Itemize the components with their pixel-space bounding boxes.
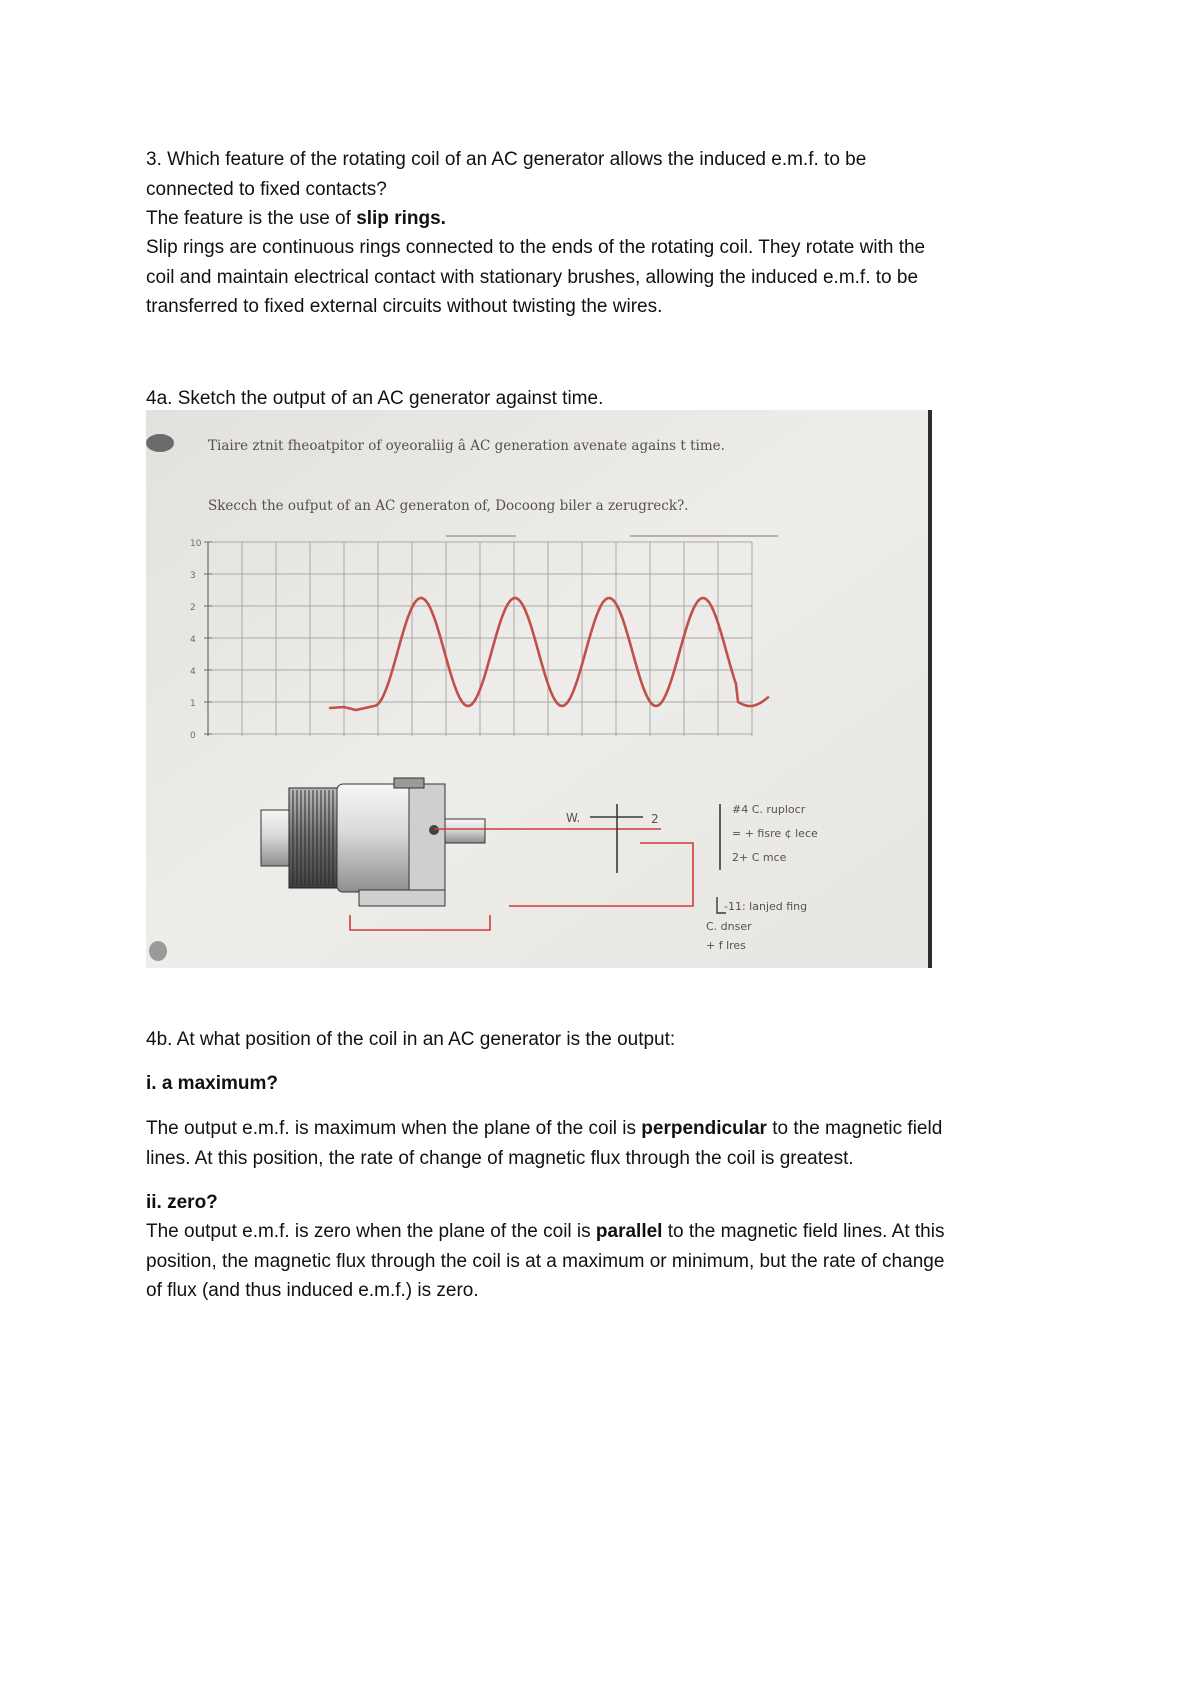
y-tick-label: 10 <box>190 539 202 549</box>
q4b-part-ii-suffix: to the magnetic field lines. At this <box>662 1221 945 1242</box>
generator-sketch-photo <box>146 410 932 968</box>
photo-background <box>146 410 932 968</box>
y-tick-label: 0 <box>190 731 196 741</box>
handwritten-line1: Tiaire ztnit fheoatpitor of oyeoraliig â AC generation avenate agains t time. <box>208 438 725 454</box>
y-tick-label: 3 <box>190 571 196 581</box>
handwritten-note: C. dnser <box>706 920 752 933</box>
q4b-part-ii-bold: parallel <box>595 1221 663 1242</box>
binder-hole-bottom <box>149 941 167 961</box>
q4b-part-ii-line1 <box>146 1217 1066 1247</box>
q3-answer-prefix: The feature is the use of <box>146 208 357 229</box>
q3-answer <box>146 204 1066 234</box>
y-tick-label: 1 <box>190 699 196 709</box>
y-tick-label: 4 <box>190 667 196 677</box>
y-tick-label: 4 <box>190 635 196 645</box>
handwritten-note: 2+ C mce <box>732 851 787 864</box>
q3-explanation-line2: coil and maintain electrical contact with stationary brushes, allowing the induced e.m.f. to be <box>146 267 919 288</box>
handwritten-note: = + fisre ¢ lece <box>732 827 818 840</box>
q4b-part-i-title: i. a maximum? <box>146 1073 278 1094</box>
q4b-heading: 4b. At what position of the coil in an AC generator is the output: <box>146 1029 676 1050</box>
label-2: 2 <box>651 812 659 826</box>
generator-front-plate <box>409 784 445 892</box>
generator-shaft <box>445 819 485 843</box>
generator-base <box>359 890 445 906</box>
y-tick-label: 2 <box>190 603 196 613</box>
q4b-part-i-suffix: to the magnetic field <box>766 1118 943 1139</box>
handwritten-note: -11: lanjed fing <box>724 900 808 913</box>
q4a-heading: 4a. Sketch the output of an AC generator against time. <box>146 388 604 409</box>
q3-explanation-line3: transferred to fixed external circuits without twisting the wires. <box>146 296 663 317</box>
handwritten-note: #4 C. ruplocr <box>732 803 806 816</box>
label-w: W. <box>566 811 581 825</box>
q4b-part-ii-line3: of flux (and thus induced e.m.f.) is zero. <box>146 1280 479 1301</box>
generator-pivot <box>429 825 439 835</box>
q3-explanation-line1: Slip rings are continuous rings connected to the ends of the rotating coil. They rotate with the <box>146 237 926 258</box>
handwritten-line2: Skecch the oufput of an AC generaton of, Docoong biler a zerugreck?. <box>208 498 689 514</box>
q4b-part-i-prefix: The output e.m.f. is maximum when the plane of the coil is <box>146 1118 642 1139</box>
q4b-part-i-bold: perpendicular <box>641 1118 767 1139</box>
generator-terminal-block <box>394 778 424 788</box>
handwritten-note: + f lres <box>706 939 746 952</box>
q3-question-line1: 3. Which feature of the rotating coil of an AC generator allows the induced e.m.f. to be <box>146 149 867 170</box>
q4b-part-i-line2: lines. At this position, the rate of change of magnetic flux through the coil is greatest. <box>146 1148 854 1169</box>
q4b-part-ii-title: ii. zero? <box>146 1192 218 1213</box>
photo-edge <box>928 410 932 968</box>
q3-question-line2: connected to fixed contacts? <box>146 179 387 200</box>
q4b-part-ii-line2: position, the magnetic flux through the coil is at a maximum or minimum, but the rate of change <box>146 1251 945 1272</box>
q4b-part-i-line1 <box>146 1114 1066 1144</box>
q4b-part-ii-prefix: The output e.m.f. is zero when the plane of the coil is <box>146 1221 596 1242</box>
q3-answer-bold: slip rings. <box>356 208 446 229</box>
binder-hole-top <box>146 434 174 452</box>
